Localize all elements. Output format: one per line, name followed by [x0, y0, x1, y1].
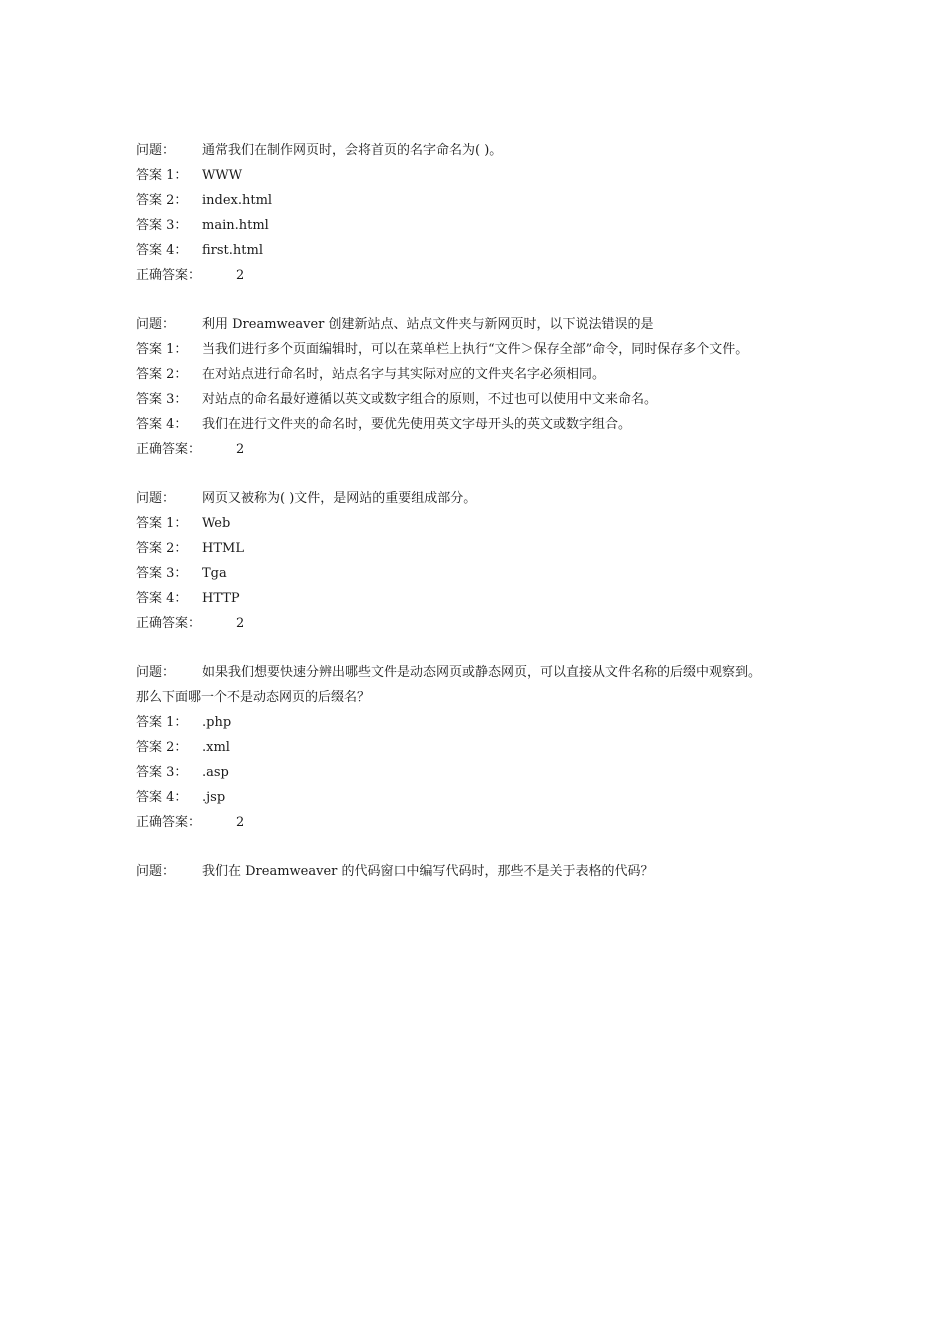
question-text: 我们在 Dreamweaver 的代码窗口中编写代码时，那些不是关于表格的代码？ — [202, 864, 654, 879]
answer-line-2 — [136, 362, 836, 387]
answer-line-2 — [136, 735, 836, 760]
answer-line-4 — [136, 238, 836, 263]
answer-label-2: 答案 2： — [136, 367, 188, 382]
answer-line-1 — [136, 163, 836, 188]
answer-text-2: 在对站点进行命名时，站点名字与其实际对应的文件夹名字必须相同。 — [202, 367, 606, 382]
answer-label-1: 答案 1： — [136, 516, 188, 531]
answer-label-1: 答案 1： — [136, 168, 188, 183]
answer-text-1: .php — [202, 715, 232, 730]
question-block-4 — [136, 660, 836, 835]
answer-label-1: 答案 1： — [136, 342, 188, 357]
question-line — [136, 138, 836, 163]
correct-answer-value: 2 — [236, 815, 245, 830]
answer-line-4 — [136, 785, 836, 810]
question-line — [136, 312, 836, 337]
answer-text-4: first.html — [202, 243, 263, 258]
answer-text-4: 我们在进行文件夹的命名时，要优先使用英文字母开头的英文或数字组合。 — [202, 417, 632, 432]
question-continuation-line — [136, 685, 836, 710]
question-line — [136, 859, 836, 884]
answer-text-1: Web — [202, 516, 231, 531]
question-continuation-text: 那么下面哪一个不是动态网页的后缀名？ — [136, 690, 371, 705]
question-text: 利用 Dreamweaver 创建新站点、站点文件夹与新网页时，以下说法错误的是 — [202, 317, 654, 332]
question-block-3 — [136, 486, 836, 636]
correct-answer-line — [136, 611, 836, 636]
correct-answer-value: 2 — [236, 442, 245, 457]
answer-label-3: 答案 3： — [136, 392, 188, 407]
answer-line-2 — [136, 188, 836, 213]
document-page — [136, 138, 836, 908]
answer-label-2: 答案 2： — [136, 740, 188, 755]
answer-label-4: 答案 4： — [136, 591, 188, 606]
answer-label-2: 答案 2： — [136, 193, 188, 208]
correct-answer-value: 2 — [236, 268, 245, 283]
answer-line-1 — [136, 710, 836, 735]
answer-text-4: .jsp — [202, 790, 226, 805]
correct-answer-line — [136, 437, 836, 462]
question-text: 如果我们想要快速分辨出哪些文件是动态网页或静态网页，可以直接从文件名称的后缀中观察到。 — [202, 665, 762, 680]
answer-text-3: Tga — [202, 566, 227, 581]
question-text: 通常我们在制作网页时，会将首页的名字命名为( )。 — [202, 143, 503, 158]
correct-answer-label: 正确答案： — [136, 616, 202, 631]
question-label: 问题： — [136, 665, 176, 680]
question-label: 问题： — [136, 317, 176, 332]
answer-label-4: 答案 4： — [136, 790, 188, 805]
question-block-5 — [136, 859, 836, 884]
answer-line-3 — [136, 760, 836, 785]
answer-text-1: 当我们进行多个页面编辑时，可以在菜单栏上执行“文件＞保存全部”命令，同时保存多个文件。 — [202, 342, 749, 357]
answer-text-2: HTML — [202, 541, 244, 556]
question-line — [136, 486, 836, 511]
answer-line-3 — [136, 387, 836, 412]
answer-label-3: 答案 3： — [136, 218, 188, 233]
correct-answer-line — [136, 810, 836, 835]
answer-label-1: 答案 1： — [136, 715, 188, 730]
question-line — [136, 660, 836, 685]
answer-line-4 — [136, 586, 836, 611]
answer-label-3: 答案 3： — [136, 765, 188, 780]
answer-label-4: 答案 4： — [136, 243, 188, 258]
answer-label-2: 答案 2： — [136, 541, 188, 556]
correct-answer-label: 正确答案： — [136, 442, 202, 457]
answer-line-3 — [136, 213, 836, 238]
answer-text-2: .xml — [202, 740, 230, 755]
answer-text-3: 对站点的命名最好遵循以英文或数字组合的原则，不过也可以使用中文来命名。 — [202, 392, 658, 407]
correct-answer-label: 正确答案： — [136, 268, 202, 283]
correct-answer-label: 正确答案： — [136, 815, 202, 830]
question-label: 问题： — [136, 864, 176, 879]
answer-text-4: HTTP — [202, 591, 240, 606]
question-block-2 — [136, 312, 836, 462]
answer-line-4 — [136, 412, 836, 437]
answer-text-2: index.html — [202, 193, 273, 208]
correct-answer-value: 2 — [236, 616, 245, 631]
answer-line-3 — [136, 561, 836, 586]
answer-label-3: 答案 3： — [136, 566, 188, 581]
answer-text-3: main.html — [202, 218, 269, 233]
question-label: 问题： — [136, 491, 176, 506]
answer-text-3: .asp — [202, 765, 229, 780]
question-label: 问题： — [136, 143, 176, 158]
answer-text-1: WWW — [202, 168, 243, 183]
correct-answer-line — [136, 263, 836, 288]
answer-line-2 — [136, 536, 836, 561]
question-text: 网页又被称为( )文件，是网站的重要组成部分。 — [202, 491, 477, 506]
answer-line-1 — [136, 337, 836, 362]
question-block-1 — [136, 138, 836, 288]
answer-line-1 — [136, 511, 836, 536]
answer-label-4: 答案 4： — [136, 417, 188, 432]
